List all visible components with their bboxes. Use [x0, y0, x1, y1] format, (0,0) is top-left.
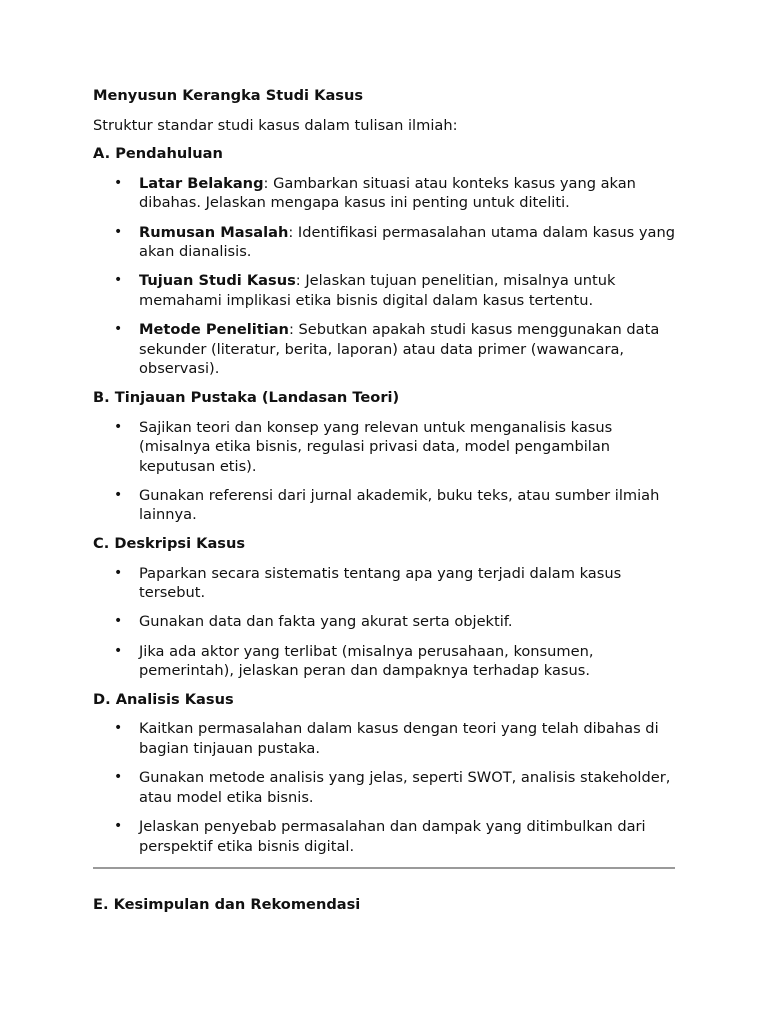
item-text: : Sebutkan apakah studi kasus menggunakan data sekunder (literatur, berita, laporan) atau data primer (wawancara, observasi). [139, 321, 660, 378]
list-item [93, 612, 675, 632]
item-text: Gunakan referensi dari jurnal akademik, buku teks, atau sumber ilmiah lainnya. [139, 486, 660, 524]
section-c-list [93, 564, 675, 681]
list-item [93, 768, 675, 807]
bullet-icon: • [114, 174, 123, 191]
bullet-icon: • [114, 272, 123, 289]
item-text: Jika ada aktor yang terlibat (misalnya perusahaan, konsumen, pemerintah), jelaskan peran dan dampaknya terhadap kasus. [139, 642, 594, 680]
item-term: Latar Belakang [139, 174, 264, 192]
document-page [93, 86, 675, 925]
item-text: Kaitkan permasalahan dalam kasus dengan teori yang telah dibahas di bagian tinjauan pustaka. [139, 720, 659, 757]
bullet-icon: • [114, 564, 123, 581]
bullet-icon: • [114, 720, 123, 737]
list-item [93, 223, 675, 262]
bullet-icon: • [114, 769, 123, 786]
list-item [93, 320, 675, 379]
item-term: Metode Penelitian [139, 321, 289, 339]
list-item [93, 271, 675, 310]
section-heading-c: C. Deskripsi Kasus [93, 535, 246, 553]
item-text: : Gambarkan situasi atau konteks kasus yang akan dibahas. Jelaskan mengapa kasus ini penting untuk diteliti. [139, 174, 636, 212]
item-text: Gunakan data dan fakta yang akurat serta objektif. [139, 613, 513, 631]
horizontal-divider [93, 867, 675, 869]
bullet-icon: • [114, 321, 123, 338]
item-text: Paparkan secara sistematis tentang apa yang terjadi dalam kasus tersebut. [139, 564, 622, 602]
document-title: Menyusun Kerangka Studi Kasus [93, 87, 364, 104]
section-a-list [93, 174, 675, 379]
list-item [93, 418, 675, 477]
item-text: : Identifikasi permasalahan utama dalam kasus yang akan dianalisis. [139, 223, 675, 261]
bullet-icon: • [114, 223, 123, 240]
intro-paragraph: Struktur standar studi kasus dalam tulisan ilmiah: [93, 116, 458, 134]
section-b-list [93, 418, 675, 526]
bullet-icon: • [114, 613, 123, 630]
item-text: Sajikan teori dan konsep yang relevan untuk menganalisis kasus (misalnya etika bisnis, regulasi privasi data, model pengambilan keputusan etis). [139, 418, 613, 475]
bullet-icon: • [114, 817, 123, 834]
list-item [93, 719, 675, 758]
section-heading-b: B. Tinjauan Pustaka (Landasan Teori) [93, 388, 400, 406]
list-item [93, 174, 675, 213]
item-term: Rumusan Masalah [139, 223, 289, 241]
item-text: : Jelaskan tujuan penelitian, misalnya untuk memahami implikasi etika bisnis digital dalam kasus tertentu. [139, 272, 616, 309]
section-heading-e: E. Kesimpulan dan Rekomendasi [93, 896, 361, 914]
list-item [93, 486, 675, 525]
list-item [93, 817, 675, 856]
bullet-icon: • [114, 642, 123, 659]
bullet-icon: • [114, 486, 123, 503]
list-item [93, 642, 675, 681]
bullet-icon: • [114, 418, 123, 435]
item-text: Jelaskan penyebab permasalahan dan dampak yang ditimbulkan dari perspektif etika bisnis digital. [139, 817, 646, 855]
section-heading-a: A. Pendahuluan [93, 145, 223, 163]
section-heading-d: D. Analisis Kasus [93, 690, 234, 708]
item-term: Tujuan Studi Kasus [139, 272, 296, 290]
list-item [93, 564, 675, 603]
section-d-list [93, 719, 675, 856]
item-text: Gunakan metode analisis yang jelas, seperti SWOT, analisis stakeholder, atau model etika bisnis. [139, 769, 671, 806]
